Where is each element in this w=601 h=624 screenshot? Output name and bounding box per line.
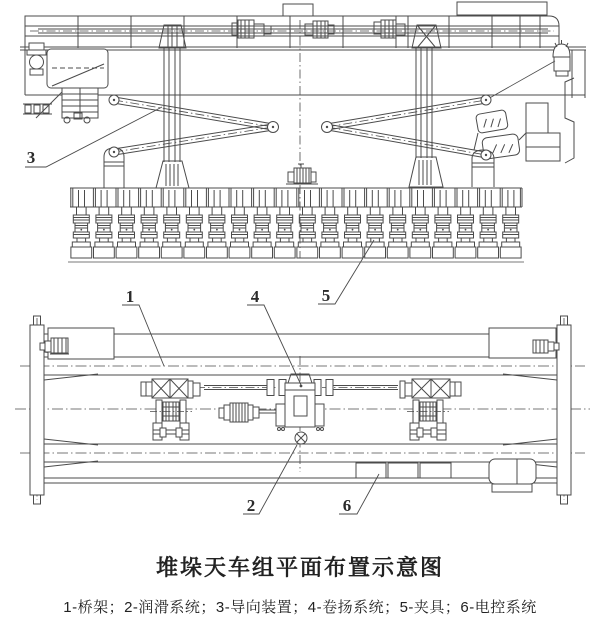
plan-view bbox=[15, 316, 590, 504]
callout-6: 6 bbox=[342, 496, 352, 515]
clamp-beam-motor bbox=[286, 164, 318, 184]
right-corner-box bbox=[489, 328, 559, 358]
electric-control-boxes bbox=[356, 463, 451, 478]
hoist-motor bbox=[219, 403, 276, 422]
top-right-box bbox=[457, 2, 547, 15]
left-end-assembly bbox=[23, 43, 108, 123]
callout-2: 2 bbox=[246, 496, 256, 515]
bridge-railing bbox=[25, 16, 559, 48]
left-gearbox bbox=[141, 379, 200, 398]
left-wheel-block bbox=[150, 400, 192, 440]
leader-4 bbox=[247, 305, 301, 385]
deck-drive-shaft bbox=[30, 20, 554, 48]
diagram-title: 堆垛天车组平面布置示意图 bbox=[155, 555, 445, 580]
cab-box bbox=[283, 4, 313, 16]
elevation-view bbox=[20, 2, 586, 262]
guide-mast-left bbox=[156, 48, 189, 188]
callout-1: 1 bbox=[125, 287, 135, 306]
callout-3: 3 bbox=[26, 148, 36, 167]
right-wheel-block bbox=[407, 400, 449, 440]
callout-5: 5 bbox=[321, 286, 331, 305]
diagram-legend: 1-桥架；2-润滑系统；3-导向装置；4-卷扬系统；5-夹具；6-电控系统 bbox=[63, 599, 537, 616]
guide-mast-right bbox=[409, 48, 443, 187]
lubrication-pump bbox=[295, 432, 307, 444]
callout-4: 4 bbox=[250, 287, 260, 306]
left-corner-box bbox=[40, 328, 114, 359]
right-cabinet bbox=[489, 459, 536, 492]
clamp-row bbox=[68, 188, 524, 262]
right-gearbox bbox=[400, 379, 461, 398]
